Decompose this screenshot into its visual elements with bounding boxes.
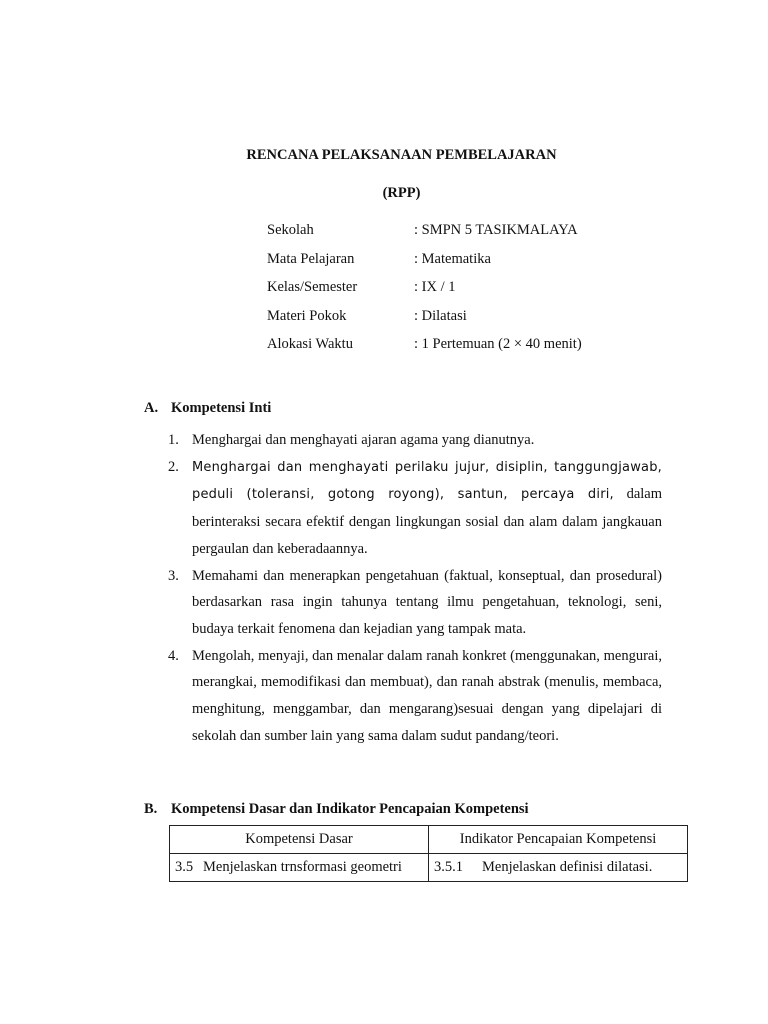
info-key: Materi Pokok: [267, 307, 347, 324]
list-number: 4.: [168, 647, 179, 664]
list-text: [192, 454, 662, 563]
section-a-heading: [144, 400, 271, 417]
info-value: : IX / 1: [414, 279, 456, 295]
kd-code: 3.5: [175, 859, 194, 875]
info-value: : Dilatasi: [414, 307, 467, 324]
list-text: Memahami dan menerapkan pengetahuan (faktual, konseptual, dan prosedural) berdasarkan rasa ingin tahunya tentang ilmu pengetahuan, teknologi, seni, budaya terkait fenomena dan kejadian yang tampak mata.: [192, 567, 662, 637]
info-row-topic: [267, 307, 582, 336]
info-key: Mata Pelajaran: [267, 250, 355, 267]
ipk-code: 3.5.1: [434, 859, 463, 875]
list-text: Mengolah, menyaji, dan menalar dalam ranah konkret (menggunakan, mengurai, merangkai, memodifikasi dan membuat), dan ranah abstrak (menulis, membaca, menghitung, menggambar, dan mengarang)sesuai dengan yang dipelajari di sekolah dan sumber lain yang sama dalam sudut pandang/teori.: [192, 647, 662, 744]
info-row-time: [267, 335, 582, 364]
table-header-row: [170, 826, 688, 854]
list-item: [168, 643, 662, 750]
list-number: 2.: [168, 458, 179, 475]
list-text-rest: dalam berinteraksi secara efektif dengan lingkungan sosial dan alam dalam jangkauan pergaulan dan keberadaannya.: [192, 486, 662, 557]
list-number: 1.: [168, 432, 179, 448]
info-key: Sekolah: [267, 222, 314, 238]
info-value: : Matematika: [414, 250, 491, 267]
info-value: : SMPN 5 TASIKMALAYA: [414, 222, 578, 238]
list-item: [168, 454, 662, 563]
core-competency-list: [168, 427, 662, 749]
document-title: RENCANA PELAKSANAAN PEMBELAJARAN: [246, 147, 557, 163]
list-number: 3.: [168, 567, 179, 584]
column-header: Indikator Pencapaian Kompetensi: [429, 826, 688, 854]
table-cell-ipk: [429, 854, 688, 882]
table-row: [170, 854, 688, 882]
info-value: : 1 Pertemuan (2 × 40 menit): [414, 336, 582, 352]
column-header: Kompetensi Dasar: [170, 826, 429, 854]
info-row-subject: [267, 250, 582, 279]
list-item: [168, 563, 662, 643]
list-text: Menghargai dan menghayati ajaran agama yang dianutnya.: [192, 432, 535, 448]
info-key: Kelas/Semester: [267, 279, 358, 295]
document-subtitle: (RPP): [382, 185, 421, 201]
ipk-text: Menjelaskan definisi dilatasi.: [482, 859, 653, 875]
info-row-class: [267, 278, 582, 307]
handwritten-text: Menghargai dan menghayati perilaku jujur, disiplin, tanggungjawab, peduli (toleransi, gotong royong), santun, percaya diri,: [192, 459, 662, 503]
section-letter: A.: [144, 400, 159, 416]
info-key: Alokasi Waktu: [267, 336, 353, 352]
identity-block: [267, 221, 582, 364]
kd-text: Menjelaskan trnsformasi geometri: [203, 859, 402, 875]
section-title: Kompetensi Inti: [171, 400, 272, 416]
info-row-school: [267, 221, 582, 250]
list-item: [168, 427, 662, 454]
section-b-heading: [144, 801, 529, 818]
competency-table: [169, 825, 688, 882]
table-cell-kd: [170, 854, 429, 882]
section-title: Kompetensi Dasar dan Indikator Pencapaian Kompetensi: [171, 801, 529, 817]
section-letter: B.: [144, 801, 158, 817]
